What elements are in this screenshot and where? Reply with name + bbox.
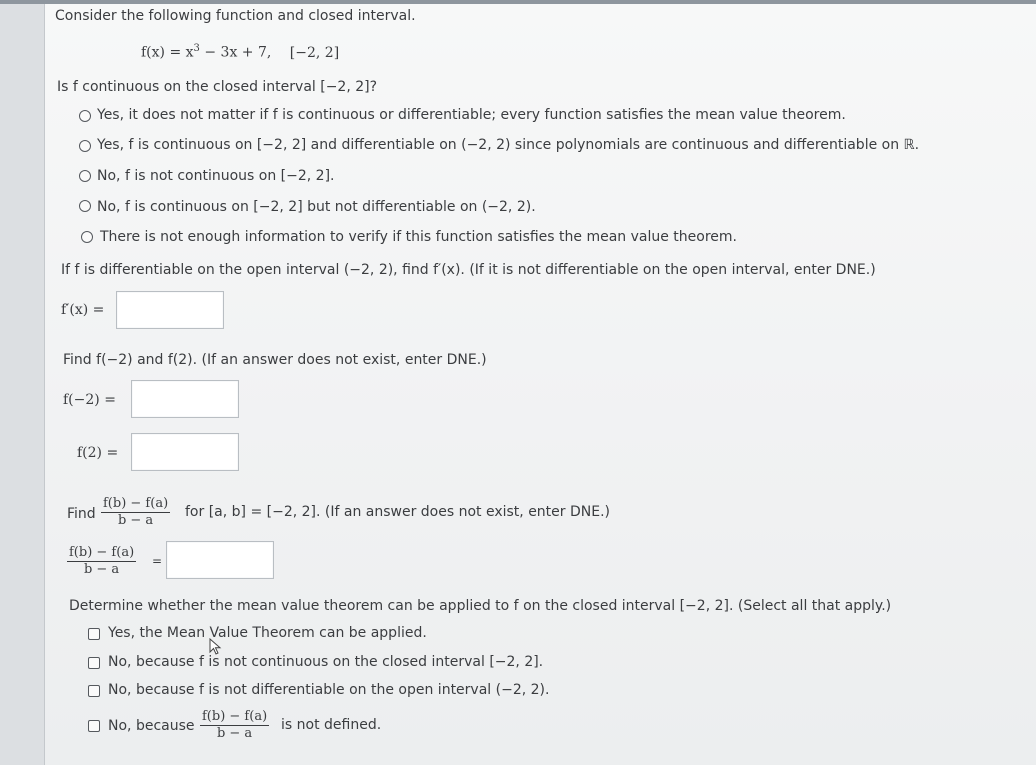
- intro-text: Consider the following function and closed interval.: [55, 8, 416, 24]
- q3-prompt: Find f(−2) and f(2). (If an answer does not exist, enter DNE.): [63, 352, 487, 368]
- q5-option-2-label[interactable]: No, because f is not continuous on the closed interval [−2, 2].: [108, 654, 544, 670]
- q1-option-5-radio[interactable]: [81, 231, 93, 243]
- q4-frac-denominator: b − a: [117, 513, 154, 528]
- q5-prompt: Determine whether the mean value theorem can be applied to f on the closed interval [−2, 2]. (Select all that apply.): [69, 598, 892, 614]
- q4-find-label: Find: [67, 506, 96, 522]
- q4-suffix: for [a, b] = [−2, 2]. (If an answer does not exist, enter DNE.): [185, 504, 610, 520]
- function-interval: [−2, 2]: [289, 44, 340, 61]
- q5-option-4-checkbox[interactable]: [88, 720, 100, 732]
- q1-option-1-label[interactable]: Yes, it does not matter if f is continuous or differentiable; every function satisfies the mean value theorem.: [97, 107, 846, 123]
- q2-prompt: If f is differentiable on the open interval (−2, 2), find f′(x). (If it is not differentiable on the open interval, enter DNE.): [61, 262, 876, 278]
- q1-option-3-radio[interactable]: [79, 170, 91, 182]
- q4-answer-frac-numerator: f(b) − f(a): [69, 545, 135, 560]
- f-2-answer-input[interactable]: [131, 433, 239, 471]
- function-rest: − 3x + 7,: [199, 44, 272, 61]
- function-lhs: f(x) = x: [141, 44, 194, 61]
- q5-option-4-label-start[interactable]: No, because: [108, 718, 195, 734]
- derivative-answer-input[interactable]: [116, 291, 224, 329]
- q4-difference-quotient: [101, 496, 170, 529]
- q4-equals-sign: =: [152, 554, 163, 568]
- q1-prompt: Is f continuous on the closed interval [−2, 2]?: [57, 79, 378, 95]
- f-neg2-answer-input[interactable]: [131, 380, 239, 418]
- q5-option-4-fraction: [200, 709, 269, 742]
- q5-option-4-label-end[interactable]: is not defined.: [281, 717, 382, 733]
- q2-label: f′(x) =: [61, 302, 105, 318]
- difference-quotient-answer-input[interactable]: [166, 541, 274, 579]
- q5-option-2-checkbox[interactable]: [88, 657, 100, 669]
- mouse-cursor-icon: [209, 638, 222, 656]
- q1-option-1-radio[interactable]: [79, 110, 91, 122]
- q1-option-2-radio[interactable]: [79, 140, 91, 152]
- q3-label-f-neg2: f(−2) =: [63, 392, 116, 408]
- q4-answer-frac-denominator: b − a: [83, 562, 120, 577]
- problem-page: [44, 4, 1036, 765]
- q1-option-2-label[interactable]: Yes, f is continuous on [−2, 2] and differentiable on (−2, 2) since polynomials are continuous and differentiable on ℝ.: [97, 137, 920, 153]
- q5-option-1-checkbox[interactable]: [88, 628, 100, 640]
- q5-option-1-label[interactable]: Yes, the Mean Value Theorem can be applied.: [108, 625, 427, 641]
- q1-option-4-label[interactable]: No, f is continuous on [−2, 2] but not differentiable on (−2, 2).: [97, 199, 536, 215]
- function-definition: [141, 43, 339, 61]
- q5-frac-numerator: f(b) − f(a): [202, 709, 268, 724]
- q1-option-3-label[interactable]: No, f is not continuous on [−2, 2].: [97, 168, 335, 184]
- q5-option-3-checkbox[interactable]: [88, 685, 100, 697]
- q4-answer-label-fraction: [67, 545, 136, 578]
- q1-option-5-label[interactable]: There is not enough information to verify if this function satisfies the mean value theorem.: [100, 229, 737, 245]
- q5-frac-denominator: b − a: [216, 726, 253, 741]
- q5-option-3-label[interactable]: No, because f is not differentiable on the open interval (−2, 2).: [108, 682, 550, 698]
- q1-option-4-radio[interactable]: [79, 200, 91, 212]
- function-exponent: 3: [193, 43, 200, 54]
- q3-label-f-2: f(2) =: [77, 445, 119, 461]
- q4-frac-numerator: f(b) − f(a): [103, 496, 169, 511]
